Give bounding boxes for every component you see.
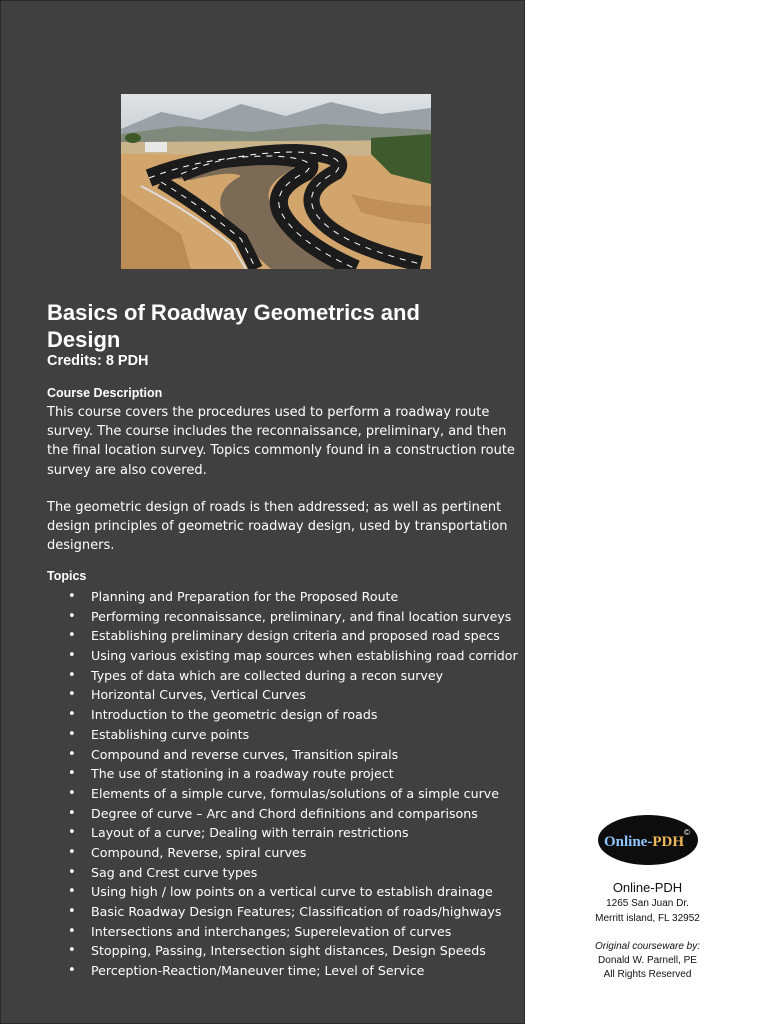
list-item: • Degree of curve – Arc and Chord definitions and comparisons xyxy=(68,805,478,821)
list-item: • Using various existing map sources when establishing road corridor xyxy=(68,648,518,664)
roadway-photo xyxy=(121,94,431,269)
topic-text: Performing reconnaissance, preliminary, and final location surveys xyxy=(91,608,512,624)
topic-text: Basic Roadway Design Features; Classification of roads/highways xyxy=(91,904,502,919)
topic-text: Compound, Reverse, spiral curves xyxy=(91,844,307,860)
company-address-line-2: Merritt island, FL 32952 xyxy=(595,913,700,924)
online-pdh-logo xyxy=(596,813,700,872)
topic-text: Stopping, Passing, Intersection sight distances, Design Speeds xyxy=(91,943,486,959)
topic-text: Types of data which are collected during a recon survey xyxy=(91,667,444,683)
topic-text: Establishing curve points xyxy=(91,726,250,742)
list-item: • Elements of a simple curve, formulas/solutions of a simple curve xyxy=(68,785,499,801)
topic-text: Compound and reverse curves, Transition spirals xyxy=(91,746,399,762)
course-description-paragraph-2: The geometric design of roads is then addressed; as well as pertinent design principles of geometric roadway design, used by transportation designers. xyxy=(47,500,508,554)
course-description-heading: Course Description xyxy=(47,386,163,400)
course-credits: Credits: 8 PDH xyxy=(47,353,149,369)
list-item: • Stopping, Passing, Intersection sight distances, Design Speeds xyxy=(68,943,486,959)
svg-text:©: © xyxy=(684,828,690,837)
list-item: • Compound and reverse curves, Transition spirals xyxy=(68,746,399,762)
list-item: • Performing reconnaissance, preliminary, and final location surveys xyxy=(68,608,512,624)
topic-text: Layout of a curve; Dealing with terrain restrictions xyxy=(91,825,409,841)
course-description-paragraph-1: This course covers the procedures used to perform a roadway route survey. The course includes the reconnaissance, preliminary, and then the final location survey. Topics commonly found in a construction route survey are also covered. xyxy=(47,405,515,478)
company-address-line-1: 1265 San Juan Dr. xyxy=(606,898,689,909)
topic-text: Establishing preliminary design criteria and proposed road specs xyxy=(91,628,500,644)
list-item: • Sag and Crest curve types xyxy=(68,864,258,880)
topics-list xyxy=(47,587,518,981)
list-item: • Types of data which are collected during a recon survey xyxy=(68,667,444,683)
topic-text: Elements of a simple curve, formulas/solutions of a simple curve xyxy=(91,785,499,801)
list-item: • Establishing curve points xyxy=(68,726,250,742)
courseware-label: Original courseware by: xyxy=(594,941,701,952)
topic-text: Degree of curve – Arc and Chord definitions and comparisons xyxy=(91,805,478,821)
list-item: • Establishing preliminary design criteria and proposed road specs xyxy=(68,628,500,644)
list-item: • The use of stationing in a roadway route project xyxy=(68,766,394,782)
topic-text: The use of stationing in a roadway route project xyxy=(91,766,394,782)
topic-text: Introduction to the geometric design of roads xyxy=(91,707,378,723)
topic-text: Intersections and interchanges; Superelevation of curves xyxy=(91,923,452,939)
rights-statement: All Rights Reserved xyxy=(603,969,692,980)
topic-text: Using various existing map sources when establishing road corridor xyxy=(91,648,518,664)
topic-text: Horizontal Curves, Vertical Curves xyxy=(91,687,306,703)
svg-text:Online-PDH: Online-PDH xyxy=(604,834,685,850)
list-item: • Using high / low points on a vertical curve to establish drainage xyxy=(68,884,493,900)
topic-text: Perception-Reaction/Maneuver time; Level of Service xyxy=(91,963,425,979)
list-item: • Intersections and interchanges; Superelevation of curves xyxy=(68,923,452,939)
topic-text: Using high / low points on a vertical curve to establish drainage xyxy=(91,884,493,900)
list-item: • Perception-Reaction/Maneuver time; Level of Service xyxy=(68,963,425,979)
list-item: • Horizontal Curves, Vertical Curves xyxy=(68,687,306,703)
list-item: • Introduction to the geometric design of roads xyxy=(68,707,378,723)
list-item: • Planning and Preparation for the Proposed Route xyxy=(68,589,399,604)
company-name: Online-PDH xyxy=(612,880,683,895)
course-title: Basics of Roadway Geometrics and Design xyxy=(47,300,420,352)
topic-text: Planning and Preparation for the Proposed Route xyxy=(91,589,399,604)
author-name: Donald W. Parnell, PE xyxy=(598,955,697,966)
list-item: • Compound, Reverse, spiral curves xyxy=(68,844,307,860)
list-item: • Basic Roadway Design Features; Classification of roads/highways xyxy=(68,904,502,919)
list-item: • Layout of a curve; Dealing with terrain restrictions xyxy=(68,825,409,841)
topic-text: Sag and Crest curve types xyxy=(91,864,258,880)
topics-heading: Topics xyxy=(47,569,87,583)
